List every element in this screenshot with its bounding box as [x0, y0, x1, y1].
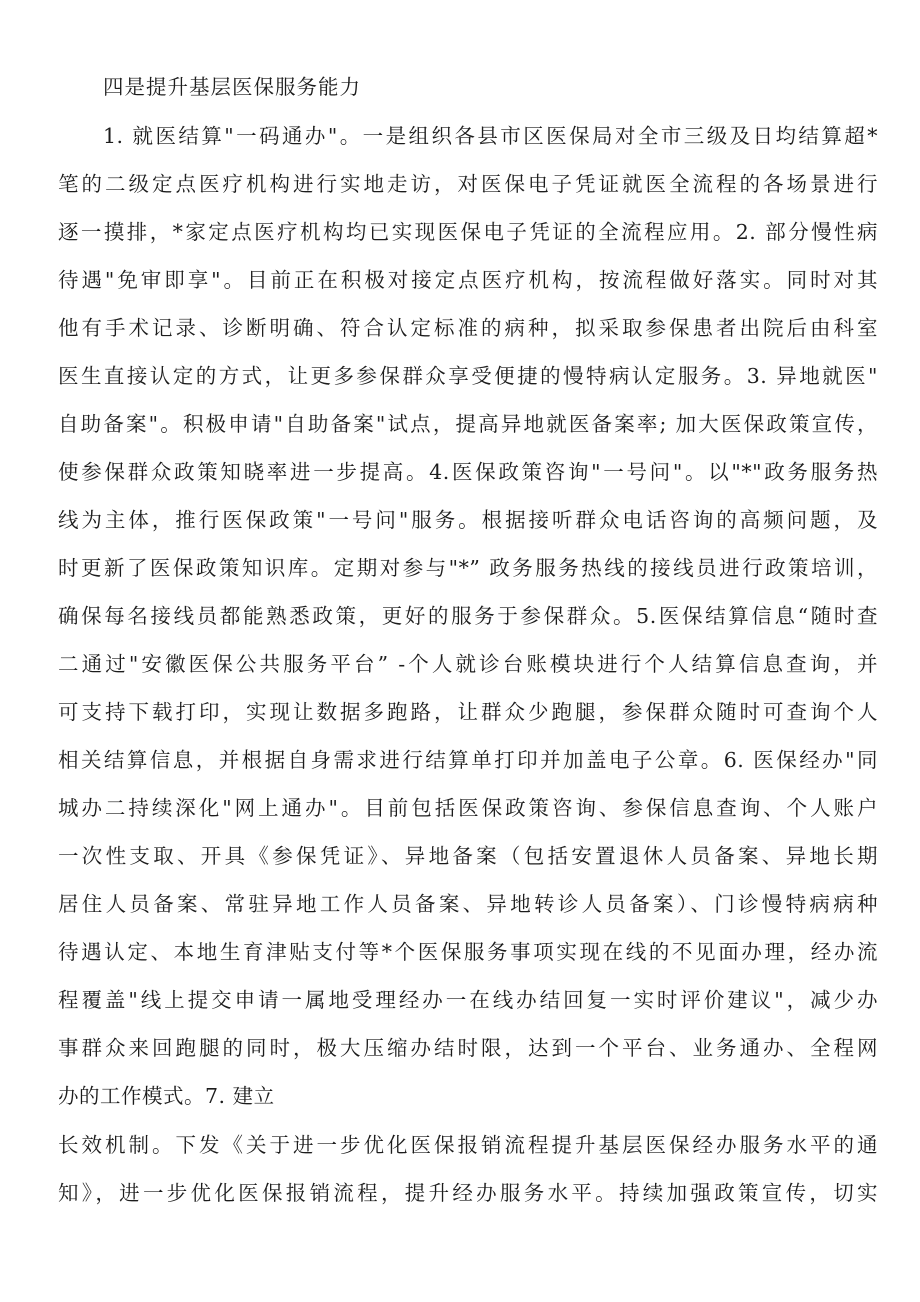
paragraph-line: 长效机制。下发《关于进一步优化医保报销流程提升基层医保经办服务水平的通	[58, 1133, 878, 1157]
paragraph-line: 程覆盖"线上提交申请一属地受理经办一在线办结回复一实时评价建议"，减少办	[58, 988, 878, 1012]
paragraph-line: 逐一摸排，*家定点医疗机构均已实现医保电子凭证的全流程应用。2. 部分慢性病	[58, 220, 878, 244]
paragraph-line: 相关结算信息，并根据自身需求进行结算单打印并加盖电子公章。6. 医保经办"同	[58, 748, 878, 772]
paragraph-line: 城办二持续深化"网上通办"。目前包括医保政策咨询、参保信息查询、个人账户	[58, 796, 878, 820]
paragraph-line: 二通过"安徽医保公共服务平台” -个人就诊台账模块进行个人结算信息查询，并	[58, 652, 878, 676]
paragraph-line: 办的工作模式。7. 建立	[58, 1084, 275, 1108]
paragraph-line: 使参保群众政策知晓率进一步提高。4.医保政策咨询"一号问"。以"*"政务服务热	[58, 460, 878, 484]
paragraph-line: 线为主体，推行医保政策"一号问"服务。根据接听群众电话咨询的高频问题，及	[58, 508, 878, 532]
paragraph-line: 待遇认定、本地生育津贴支付等*个医保服务事项实现在线的不见面办理，经办流	[58, 940, 878, 964]
paragraph-line: 1. 就医结算"一码通办"。一是组织各县市区医保局对全市三级及日均结算超*	[103, 124, 878, 148]
paragraph-line: 居住人员备案、常驻异地工作人员备案、异地转诊人员备案）、门诊慢特病病种	[58, 892, 878, 916]
paragraph-line: 知》，进一步优化医保报销流程，提升经办服务水平。持续加强政策宣传，切实	[58, 1181, 878, 1205]
paragraph-line: 一次性支取、开具《参保凭证》、异地备案（包括安置退休人员备案、异地长期	[58, 844, 878, 868]
paragraph-line: 时更新了医保政策知识库。定期对参与"*” 政务服务热线的接线员进行政策培训，	[58, 556, 878, 580]
paragraph-line: 事群众来回跑腿的同时，极大压缩办结时限，达到一个平台、业务通办、全程网	[58, 1036, 878, 1060]
paragraph-line: 笔的二级定点医疗机构进行实地走访，对医保电子凭证就医全流程的各场景进行	[58, 172, 878, 196]
paragraph-line: 可支持下载打印，实现让数据多跑路，让群众少跑腿，参保群众随时可查询个人	[58, 700, 878, 724]
paragraph-line: 确保每名接线员都能熟悉政策，更好的服务于参保群众。5.医保结算信息“随时查	[58, 604, 878, 628]
paragraph-line: 自助备案"。积极申请"自助备案"试点，提高异地就医备案率; 加大医保政策宣传，	[58, 412, 878, 436]
paragraph-line: 待遇"免审即享"。目前正在积极对接定点医疗机构，按流程做好落实。同时对其	[58, 268, 878, 292]
section-heading: 四是提升基层医保服务能力	[103, 75, 361, 99]
paragraph-line: 他有手术记录、诊断明确、符合认定标准的病种，拟采取参保患者出院后由科室	[58, 316, 878, 340]
paragraph-line: 医生直接认定的方式，让更多参保群众享受便捷的慢特病认定服务。3. 异地就医"	[58, 364, 878, 388]
